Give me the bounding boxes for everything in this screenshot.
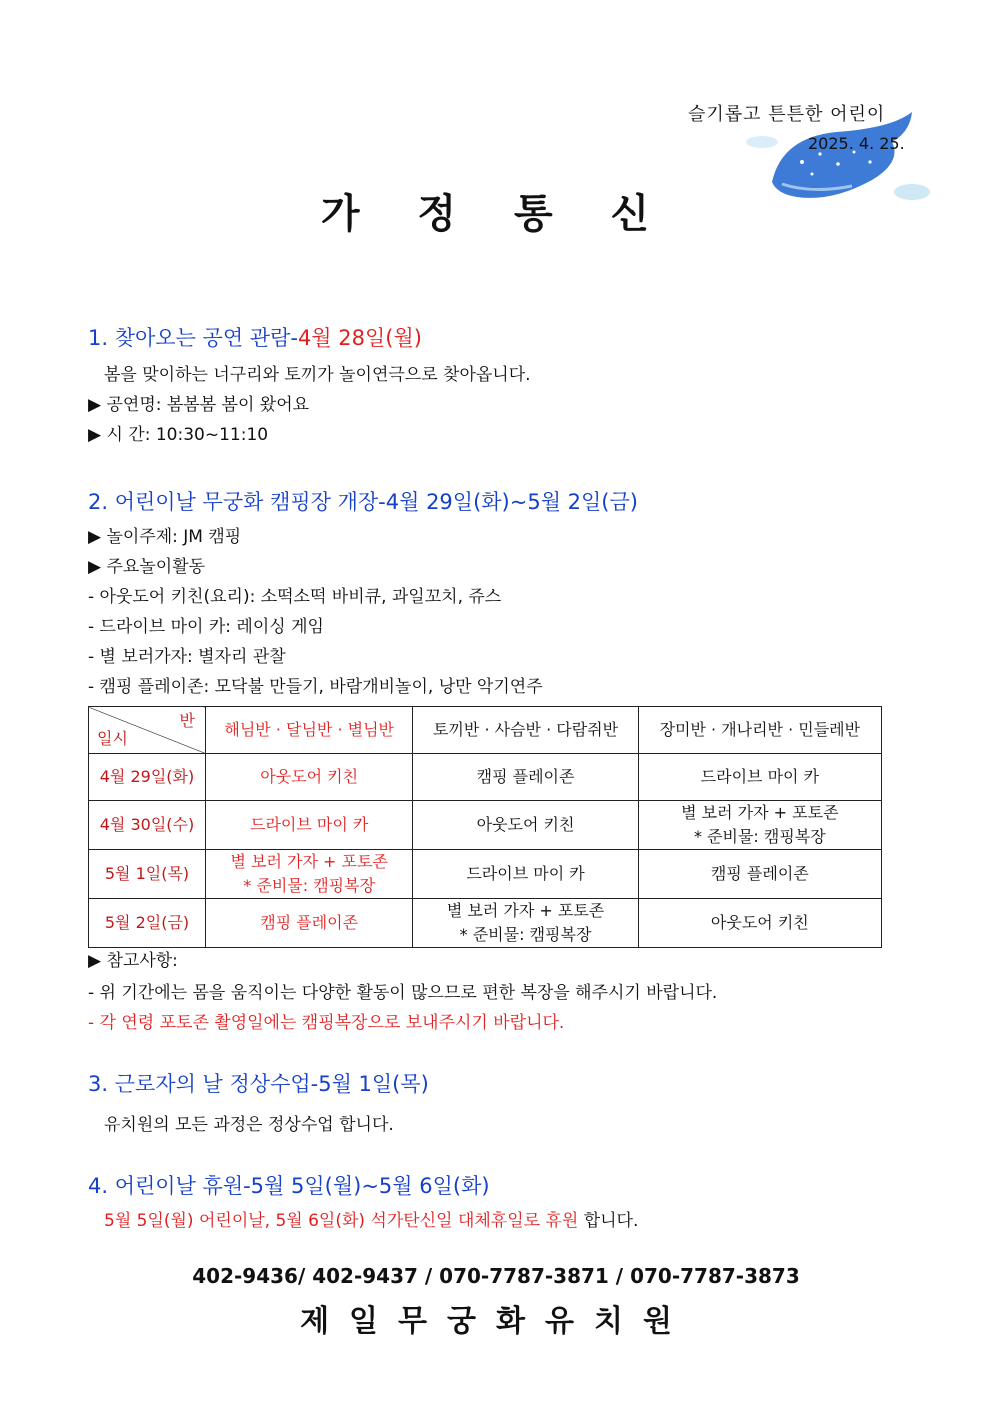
table-row — [89, 850, 882, 899]
row-date: 4월 30일(수) — [89, 801, 206, 850]
table-cell — [413, 899, 638, 948]
table-cell: 아웃도어 키친 — [638, 899, 881, 948]
table-row — [89, 899, 882, 948]
table-row — [89, 801, 882, 850]
table-cell: 드라이브 마이 카 — [638, 754, 881, 801]
activity-item: - 별 보러가자: 별자리 관찰 — [88, 647, 286, 667]
table-cell: 캠핑 플레이존 — [413, 754, 638, 801]
section4-body: 5월 5일(월) 어린이날, 5월 6일(화) 석가탄신일 대체휴일로 휴원 합니다. — [104, 1211, 639, 1231]
section1-heading: 1. 찾아오는 공연 관람-4월 28일(월) — [88, 326, 422, 350]
row-date: 4월 29일(화) — [89, 754, 206, 801]
table-cell — [206, 850, 413, 899]
cell-line: 별 보러 가자 + 포토존 — [681, 803, 839, 822]
table-cell: 아웃도어 키친 — [206, 754, 413, 801]
activity-item: - 캠핑 플레이존: 모닥불 만들기, 바람개비놀이, 낭만 악기연주 — [88, 677, 543, 697]
note-item: - 위 기간에는 몸을 움직이는 다양한 활동이 많으므로 편한 복장을 해주시기 바랍니다. — [88, 983, 718, 1003]
notes-title: ▶ 참고사항: — [88, 951, 178, 971]
column-header: 토끼반 · 사슴반 · 다람쥐반 — [413, 707, 638, 754]
table-corner-cell — [89, 707, 206, 754]
section1-time: ▶ 시 간: 10:30~11:10 — [88, 425, 269, 445]
table-row — [89, 754, 882, 801]
section2-activities-title: ▶ 주요놀이활동 — [88, 557, 206, 577]
school-name: 제일무궁화유치원 — [300, 1304, 692, 1339]
section1-intro: 봄을 맞이하는 너구리와 토끼가 놀이연극으로 찾아옵니다. — [104, 365, 531, 385]
table-cell: 캠핑 플레이존 — [206, 899, 413, 948]
table-cell — [638, 801, 881, 850]
contact-phones: 402-9436/ 402-9437 / 070-7787-3871 / 070-7787-3873 — [192, 1264, 800, 1288]
table-header-row — [89, 707, 882, 754]
table-cell: 드라이브 마이 카 — [413, 850, 638, 899]
column-header: 장미반 · 개나리반 · 민들레반 — [638, 707, 881, 754]
row-date: 5월 2일(금) — [89, 899, 206, 948]
corner-class-label: 반 — [179, 711, 195, 730]
section1-show-name: ▶ 공연명: 봄봄봄 봄이 왔어요 — [88, 395, 310, 415]
section2-theme: ▶ 놀이주제: JM 캠핑 — [88, 527, 242, 547]
cell-line: * 준비물: 캠핑복장 — [243, 876, 376, 895]
activity-item: - 아웃도어 키친(요리): 소떡소떡 바비큐, 과일꼬치, 쥬스 — [88, 587, 502, 607]
row-date: 5월 1일(목) — [89, 850, 206, 899]
cell-line: 별 보러 가자 + 포토존 — [446, 901, 605, 920]
note-item-highlight: - 각 연령 포토존 촬영일에는 캠핑복장으로 보내주시기 바랍니다. — [88, 1013, 565, 1033]
section2-heading: 2. 어린이날 무궁화 캠핑장 개장-4월 29일(화)~5월 2일(금) — [88, 490, 638, 514]
schedule-table — [88, 706, 882, 948]
motto-text: 슬기롭고 튼튼한 어린이 — [688, 104, 886, 125]
section3-body: 유치원의 모든 과정은 정상수업 합니다. — [104, 1115, 394, 1135]
table-cell: 아웃도어 키친 — [413, 801, 638, 850]
section3-heading: 3. 근로자의 날 정상수업-5월 1일(목) — [88, 1072, 429, 1096]
table-cell: 드라이브 마이 카 — [206, 801, 413, 850]
corner-date-label: 일시 — [97, 729, 128, 748]
activity-item: - 드라이브 마이 카: 레이싱 게임 — [88, 617, 324, 637]
table-cell: 캠핑 플레이존 — [638, 850, 881, 899]
issue-date: 2025. 4. 25. — [808, 134, 905, 153]
section4-heading: 4. 어린이날 휴원-5월 5일(월)~5월 6일(화) — [88, 1174, 490, 1198]
page-title: 가 정 통 신 — [320, 191, 672, 237]
cell-line: * 준비물: 캠핑복장 — [693, 827, 826, 846]
column-header: 해님반 · 달님반 · 별님반 — [206, 707, 413, 754]
cell-line: 별 보러 가자 + 포토존 — [230, 852, 388, 871]
cell-line: * 준비물: 캠핑복장 — [459, 925, 592, 944]
